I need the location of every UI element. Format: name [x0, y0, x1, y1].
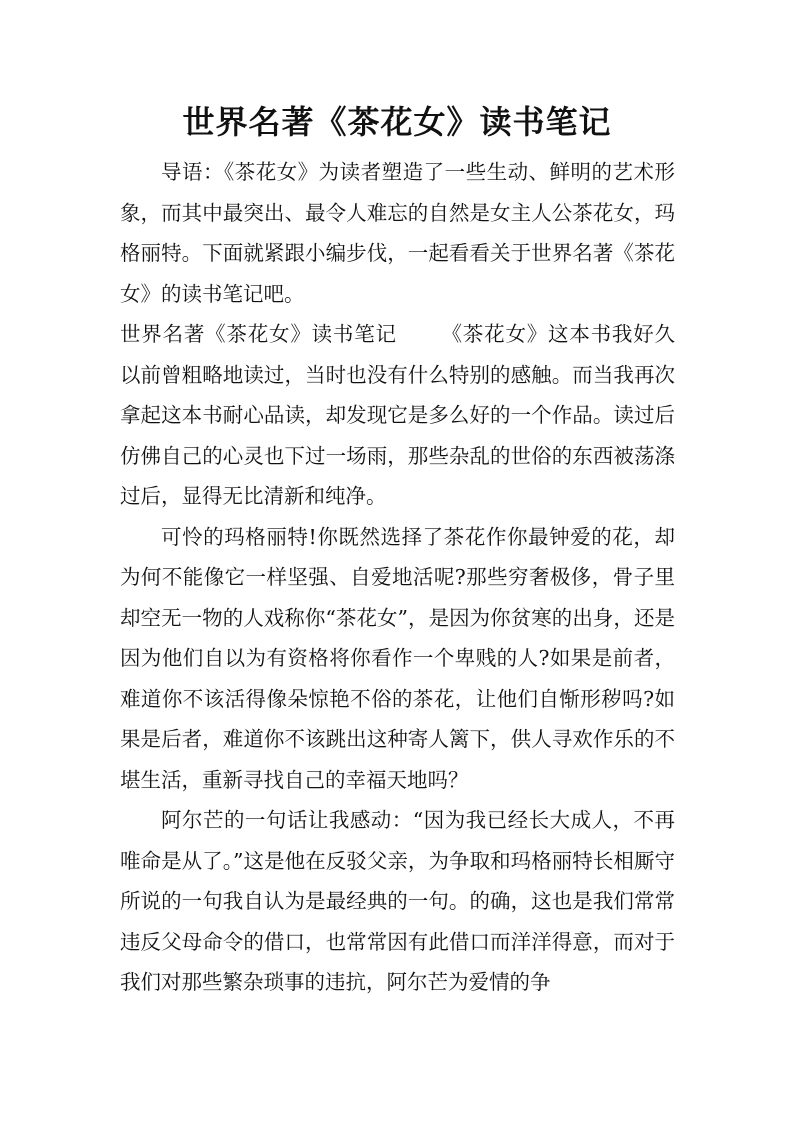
body-paragraph-1: [120, 314, 675, 517]
intro-paragraph: 导语：《茶花女》为读者塑造了一些生动、鲜明的艺术形象，而其中最突出、最令人难忘的自然是女主人公茶花女，玛格丽特。下面就紧跟小编步伐，一起看看关于世界名著《茶花女》的读书笔记吧。: [120, 160, 675, 306]
paragraph-1-text: 《茶花女》这本书我好久以前曾粗略地读过，当时也没有什么特别的感触。而当我再次拿起这本书耐心品读，却发现它是多么好的一个作品。读过后仿佛自己的心灵也下过一场雨，那些杂乱的世俗的东西被荡涤过后，显得无比清新和纯净。: [120, 322, 676, 508]
page-title: 世界名著《茶花女》读书笔记: [182, 103, 612, 141]
body-paragraph-3: 阿尔芒的一句话让我感动：“因为我已经长大成人，不再唯命是从了。”这是他在反驳父亲，为争取和玛格丽特长相厮守所说的一句我自认为是最经典的一句。的确，这也是我们常常违反父母命令的借口，也常常因有此借口而洋洋得意，而对于我们对那些繁杂琐事的违抗，阿尔芒为爱情的争: [120, 808, 675, 994]
section-heading: 世界名著《茶花女》读书笔记: [120, 322, 397, 346]
body-paragraph-2: 可怜的玛格丽特!你既然选择了茶花作你最钟爱的花，却为何不能像它一样坚强、自爱地活呢?那些穷奢极侈，骨子里却空无一物的人戏称你“茶花女”，是因为你贫寒的出身，还是因为他们自以为有资格将你看作一个卑贱的人?如果是前者，难道你不该活得像朵惊艳不俗的茶花，让他们自惭形秽吗?如果是后者，难道你不该跳出这种寄人篱下，供人寻欢作乐的不堪生活，重新寻找自己的幸福天地吗？: [120, 524, 675, 792]
document-body: [120, 152, 675, 1003]
